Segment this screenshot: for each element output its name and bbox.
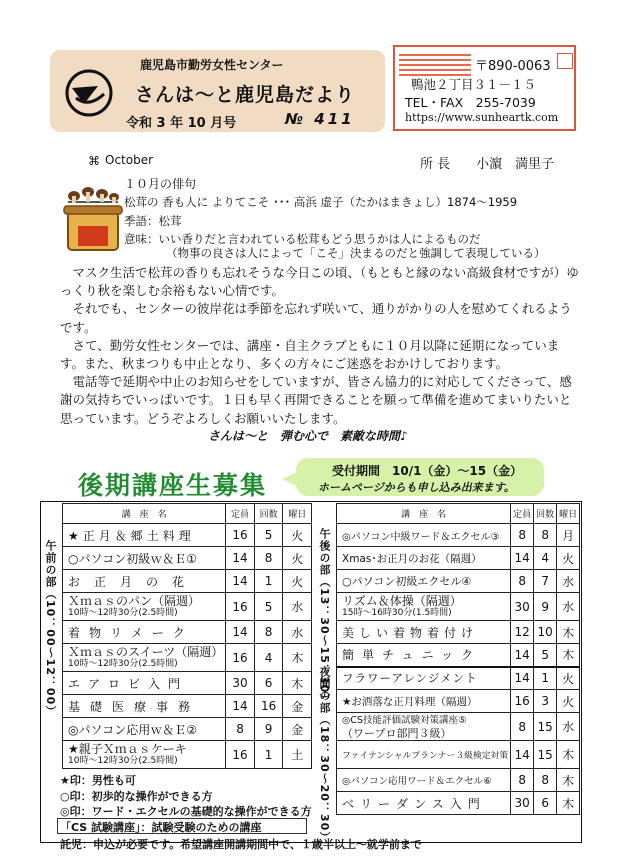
street-address: 鴨池２丁目３１－１５ (411, 77, 537, 92)
course-times: 9 (534, 593, 557, 621)
course-times: 8 (254, 547, 283, 570)
course-times: 1 (254, 741, 283, 769)
course-time-note: 10時～12時30分(2.5時間) (68, 608, 178, 618)
newsletter-title: さんは～と鹿児島だより (135, 84, 356, 106)
paragraph: 電話等で延期や中止のお知らせをしていますが、皆さん協力的に対応してくださって、感謝の気持ちでいっぱいです。１日も早く再開できることを願って準備を進めてまいりたいと思っています。どうぞよろしくお願いいたします。 (60, 374, 572, 426)
online-application-note: ホームページからも申し込み出来ます。 (318, 481, 515, 494)
course-capacity: 14 (226, 621, 255, 644)
command-icon: ⌘ (88, 154, 100, 168)
course-name: ★お洒落な正月料理（隔週） (337, 690, 511, 713)
table-row (63, 593, 312, 621)
course-capacity: 14 (511, 741, 534, 769)
course-day: 火 (557, 547, 580, 570)
col-capacity: 定員 (511, 504, 534, 524)
course-name-cell (63, 644, 226, 672)
course-day: 木 (283, 672, 312, 695)
course-times: 9 (254, 718, 283, 741)
course-times: 8 (534, 524, 557, 547)
course-day: 金 (283, 695, 312, 718)
col-times: 回数 (254, 504, 283, 524)
table-row (337, 621, 580, 644)
course-capacity: 14 (226, 547, 255, 570)
course-capacity: 8 (511, 769, 534, 792)
course-times: 5 (254, 593, 283, 621)
month-label: October (105, 153, 154, 167)
course-capacity: 14 (226, 695, 255, 718)
course-day: 水 (283, 621, 312, 644)
course-name: リズム＆体操（隔週） (342, 594, 462, 608)
course-capacity: 8 (511, 713, 534, 741)
table-row (337, 690, 580, 713)
course-day: 水 (283, 593, 312, 621)
course-times: 15 (534, 713, 557, 741)
course-capacity: 14 (511, 644, 534, 667)
course-name: Ｘｍａｓのパン（隔週） (68, 594, 201, 608)
table-row (63, 718, 312, 741)
course-name: ◎パソコン中級ワード＆エクセル③ (337, 524, 511, 547)
legend-double-circle: ◎印：ワード・エクセルの基礎的な操作ができる方 (60, 805, 312, 818)
application-period: 受付期間 10/1（金）～15（金） (332, 464, 523, 478)
course-capacity: 16 (226, 741, 255, 769)
course-name: ◎パソコン応用ｗ＆Ｅ② (63, 718, 226, 741)
course-times: 5 (534, 644, 557, 667)
course-day: 木 (283, 644, 312, 672)
legend-star: ★印：男性も可 (60, 774, 136, 787)
haiku-meaning: 意味：いい香りだと言われている松茸もどう思うかは人によるものだ (124, 232, 481, 246)
stamp-box (557, 53, 573, 69)
col-capacity: 定員 (226, 504, 255, 524)
course-day: 火 (557, 690, 580, 713)
course-times: 1 (254, 570, 283, 593)
paragraph: さて、勤労女性センターでは、講座・自主クラブともに１０月以降に延期になっています。また、秋まつりも中止となり、多くの方々にご迷惑をおかけしております。 (60, 337, 560, 372)
course-capacity: 14 (226, 570, 255, 593)
course-times: 8 (254, 621, 283, 644)
course-times: 3 (534, 690, 557, 713)
course-capacity: 14 (511, 547, 534, 570)
course-capacity: 16 (226, 644, 255, 672)
course-name: ○パソコン初級ｗ＆Ｅ① (63, 547, 226, 570)
website-link[interactable]: https://www.sunheartk.com (405, 111, 559, 124)
course-name: 基礎医療事務 (63, 695, 226, 718)
table-row (63, 672, 312, 695)
col-day: 曜日 (557, 504, 580, 524)
course-name: エアロビ入門 (63, 672, 226, 695)
course-name: ベリーダンス入門 (337, 792, 511, 815)
haiku-heading: １０月の俳句 (124, 177, 197, 191)
course-day: 水 (557, 593, 580, 621)
course-name: ★親子Ｘｍａｓケーキ (68, 742, 187, 756)
course-time-note: 15時～16時30分(1.5時間) (342, 608, 452, 618)
table-row (337, 524, 580, 547)
course-name: ★正月＆郷土料理 (63, 524, 226, 547)
course-times: 1 (534, 667, 557, 690)
issue-number: № 411 (285, 110, 355, 128)
course-times: 8 (534, 769, 557, 792)
paragraph: マスク生活で松茸の香りも忘れそうな今日この頃、（もともと縁のない高級食材ですが）ゆっくり秋を楽しむ余裕もない心情です。 (60, 265, 579, 299)
course-day: 木 (557, 741, 580, 769)
course-capacity: 16 (226, 593, 255, 621)
course-day: 土 (283, 741, 312, 769)
tel-fax: TEL・FAX 255-7039 (405, 95, 536, 110)
course-day: 月 (557, 524, 580, 547)
message-body (60, 264, 580, 428)
mushroom-brazier-icon (58, 176, 128, 254)
table-row (337, 644, 580, 667)
col-course-name: 講 座 名 (337, 504, 511, 524)
course-times: 10 (534, 621, 557, 644)
course-day: 木 (557, 769, 580, 792)
course-name: フラワーアレンジメント (337, 667, 511, 690)
morning-course-table (62, 503, 312, 769)
slogan: さんは～と 弾む心で 素敵な時間♪ (208, 429, 408, 443)
course-name-cell (337, 593, 511, 621)
recruitment-title: 後期講座生募集 (78, 471, 268, 500)
course-name: Ｘｍａｓのスイーツ（隔週） (68, 645, 224, 659)
course-day: 水 (557, 570, 580, 593)
course-times: 15 (534, 741, 557, 769)
course-name-cell (63, 741, 226, 769)
course-name: ファイナンシャルプランナー３級検定対策 (337, 741, 511, 769)
center-logo-icon (64, 68, 114, 118)
address-box (393, 45, 576, 131)
legend-circle: ○印：初歩的な操作ができる方 (60, 790, 213, 803)
course-capacity: 14 (511, 667, 534, 690)
course-time-note: 10時～12時30分(2.5時間) (68, 659, 178, 669)
col-day: 曜日 (283, 504, 312, 524)
course-day: 木 (557, 644, 580, 667)
course-day: 水 (557, 713, 580, 741)
morning-session-label: 午前の部（10：00～12：00） (44, 540, 57, 718)
decorative-stripes (399, 54, 471, 76)
director-name: 所 長 小濵 満里子 (420, 157, 555, 172)
table-row (63, 570, 312, 593)
table-row (63, 547, 312, 570)
course-name: Xmas･お正月のお花（隔週） (337, 547, 511, 570)
table-row (337, 570, 580, 593)
season-word: 季語：松茸 (124, 214, 182, 228)
course-times: 7 (534, 570, 557, 593)
table-row (63, 741, 312, 769)
afternoon-evening-course-table (336, 503, 580, 815)
course-day: 火 (283, 570, 312, 593)
course-times: 5 (254, 524, 283, 547)
course-day: 火 (283, 524, 312, 547)
col-course-name: 講 座 名 (63, 504, 226, 524)
course-capacity: 8 (511, 524, 534, 547)
table-row (63, 695, 312, 718)
haiku-meaning-note: （物事の良さは人によって「こそ」決まるのだと強調して表現している） (166, 246, 546, 260)
course-day: 木 (557, 621, 580, 644)
issue-date: 令和 3 年 10 月号 (126, 116, 237, 131)
course-day: 火 (283, 547, 312, 570)
course-times: 6 (254, 672, 283, 695)
table-row (63, 524, 312, 547)
table-row (337, 741, 580, 769)
table-row (63, 644, 312, 672)
course-name: ◎CS技能評価試験対策講座⑤ (342, 714, 467, 726)
course-name: 簡単チュニック (337, 644, 511, 667)
col-times: 回数 (534, 504, 557, 524)
course-times: 16 (254, 695, 283, 718)
course-capacity: 30 (511, 792, 534, 815)
legend-childcare: 託児：申込が必要です。希望講座開講期間中で、１歳半以上～就学前まで (60, 838, 422, 851)
course-capacity: 16 (511, 690, 534, 713)
course-capacity: 12 (511, 621, 534, 644)
afternoon-session-label: 午後の部（13：30～15：30） (318, 528, 331, 706)
postal-code: 〒890-0063 (475, 59, 551, 74)
table-row (337, 792, 580, 815)
course-capacity: 8 (511, 570, 534, 593)
table-row (337, 667, 580, 690)
course-capacity: 16 (226, 524, 255, 547)
course-day: 木 (557, 792, 580, 815)
course-name: ○パソコン初級エクセル④ (337, 570, 511, 593)
legend-cs-exam: 「CS 試験講座」：試験受験のための講座 (60, 821, 262, 834)
table-row (337, 769, 580, 792)
evening-session-label: 夜間の部（18：30～20：30） (318, 666, 331, 844)
table-row (337, 713, 580, 741)
haiku-text: 松茸の 香も人に よりてこそ ･･･ 高浜 虚子（たかはまきょし）1874～1959 (124, 195, 518, 209)
course-name-cell (63, 593, 226, 621)
course-name: ◎パソコン応用ワード＆エクセル⑥ (337, 769, 511, 792)
course-times: 6 (534, 792, 557, 815)
course-times: 4 (534, 547, 557, 570)
course-capacity: 8 (226, 718, 255, 741)
course-times: 4 (254, 644, 283, 672)
table-row (337, 547, 580, 570)
course-day: 火 (557, 667, 580, 690)
course-capacity: 30 (226, 672, 255, 695)
table-row (63, 621, 312, 644)
org-name: 鹿児島市勤労女性センター (140, 58, 284, 72)
course-capacity: 30 (511, 593, 534, 621)
table-row (337, 593, 580, 621)
course-subtitle: （ワープロ部門３級） (342, 726, 452, 740)
paragraph: それでも、センターの彼岸花は季節を忘れず咲いて、通りがかりの人を慰めてくれるようです。 (60, 301, 572, 335)
course-day: 金 (283, 718, 312, 741)
course-time-note: 10時～12時30分(2.5時間) (68, 756, 178, 766)
course-name: 美しい着物着付け (337, 621, 511, 644)
course-name: 着物リメーク (63, 621, 226, 644)
course-name: お正月の花 (63, 570, 226, 593)
course-name-cell (337, 713, 511, 741)
